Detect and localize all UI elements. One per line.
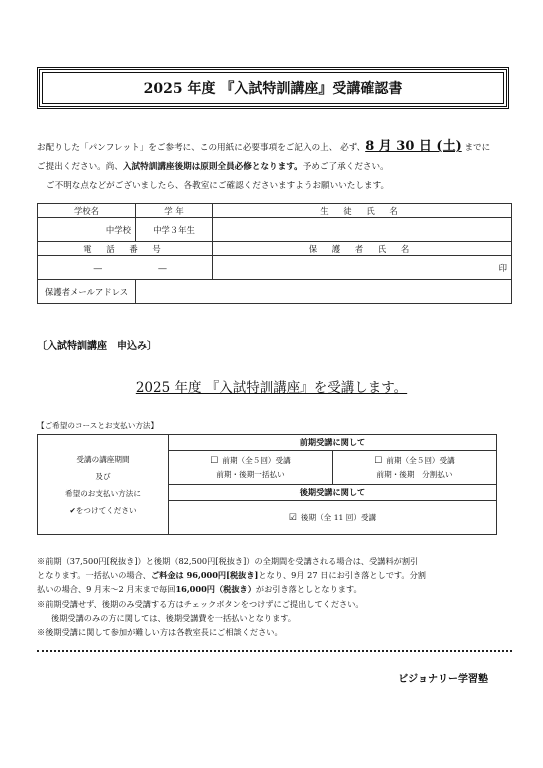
course-instructions	[38, 435, 169, 535]
intro-line-2	[37, 158, 512, 177]
note-line-4: ※前期受講せず、後期のみ受講する方はチェックボタンをつけずにご提出してください。	[37, 598, 364, 609]
phone-field[interactable]	[38, 256, 213, 280]
school-field[interactable]	[38, 218, 136, 242]
phone-dash-1: ―	[93, 262, 102, 273]
note-2a: となります。一括払いの場合、	[37, 570, 151, 581]
intro-line-1-end: までに	[461, 143, 491, 153]
intro-line-1-start: お配りした「パンフレット」をご参考に、この用紙に必要事項をご記入の上、 必ず、	[37, 143, 366, 153]
document-title	[37, 67, 509, 109]
phone-dash-2: ―	[158, 262, 167, 273]
instruction-line-1: 受講の講座期間	[76, 454, 130, 464]
intro-line-1	[37, 137, 512, 158]
phone-header: 電 話 番 号	[38, 242, 213, 256]
checkbox-icon[interactable]: ☐	[374, 456, 383, 466]
grade-value: 中学３年生	[136, 218, 213, 242]
note-line-5: 後期受講のみの方に関しては、後期受講費を一括払いとなります。	[51, 612, 296, 623]
student-info-table	[37, 203, 512, 304]
note-line-2	[37, 568, 512, 582]
email-label: 保護者メールアドレス	[38, 280, 136, 304]
student-name-field[interactable]	[213, 218, 512, 242]
course-table	[37, 434, 497, 535]
course-section-label: 【ご希望のコースとお支払い方法】	[37, 421, 159, 430]
apply-statement: 2025 年度 『入試特訓講座』を受講します。	[135, 380, 408, 396]
title-text: 2025 年度 『入試特訓講座』受講確認書	[143, 81, 403, 97]
email-field[interactable]	[136, 280, 512, 304]
deadline: 8 月 30 日 (土)	[365, 139, 462, 154]
guardian-name-header: 保 護 者 氏 名	[213, 242, 512, 256]
option-label: 後期（全 11 回）受講	[300, 513, 377, 522]
mandatory-notice: 入試特訓講座後期は原則全員必修となります。	[122, 162, 303, 172]
checkbox-icon[interactable]: ☐	[210, 456, 219, 466]
checked-checkbox-icon[interactable]: ☑	[288, 513, 297, 523]
zenki-header: 前期受講に関して	[169, 435, 497, 451]
note-2c: となり、9月 27 日にお引き落としです。分割	[258, 570, 426, 581]
school-name: ビジョナリー学習塾	[398, 674, 488, 685]
instruction-line-2: 及び	[95, 471, 111, 481]
intro-line-2-start: ご提出ください。尚、	[37, 162, 123, 172]
dotted-divider	[37, 650, 512, 652]
student-name-header: 生 徒 氏 名	[213, 204, 512, 218]
kouki-header: 後期受講に関して	[169, 485, 497, 501]
instruction-line-3: 希望のお支払い方法に	[65, 488, 141, 498]
option-label: 前期（全５回）受講	[222, 456, 291, 465]
intro-line-2-end: 予めご了承ください。	[302, 162, 389, 172]
intro-line-3: ご不明な点などがございましたら、各教室にご確認くださいますようお願いいたします。	[46, 181, 390, 191]
zenki-installment-option[interactable]	[333, 451, 497, 485]
apply-heading: 〔入試特訓講座 申込み〕	[37, 341, 157, 352]
grade-header: 学 年	[136, 204, 213, 218]
note-3c: がお引き落としとなります。	[255, 584, 362, 595]
intro-text	[37, 137, 512, 196]
kouki-option[interactable]	[169, 501, 497, 535]
notes	[37, 554, 512, 639]
school-header: 学校名	[38, 204, 136, 218]
option-payment: 前期・後期一括払い	[216, 470, 285, 479]
option-payment: 前期・後期 分割払い	[376, 470, 453, 479]
note-line-3	[37, 582, 512, 596]
instruction-line-4: ✔をつけてください	[69, 505, 137, 515]
note-line-6: ※後期受講に関して参加が難しい方は各教室長にご相談ください。	[37, 627, 283, 638]
lump-sum-price: ご料金は 96,000円[税抜き]	[150, 570, 259, 581]
note-3a: 払いの場合、9 月末～2 月末まで毎回	[37, 584, 176, 595]
option-label: 前期（全５回）受講	[386, 456, 455, 465]
seal-mark: 印	[498, 262, 507, 273]
installment-price: 16,000円（税抜き）	[175, 584, 256, 595]
zenki-lump-sum-option[interactable]	[169, 451, 333, 485]
note-line-1: ※前期（37,500円[税抜き]）と後期（82,500円[税抜き]）の全期間を受講される場合は、受講料が割引	[37, 556, 419, 566]
guardian-name-field[interactable]	[213, 256, 512, 280]
school-suffix: 中学校	[105, 224, 131, 235]
